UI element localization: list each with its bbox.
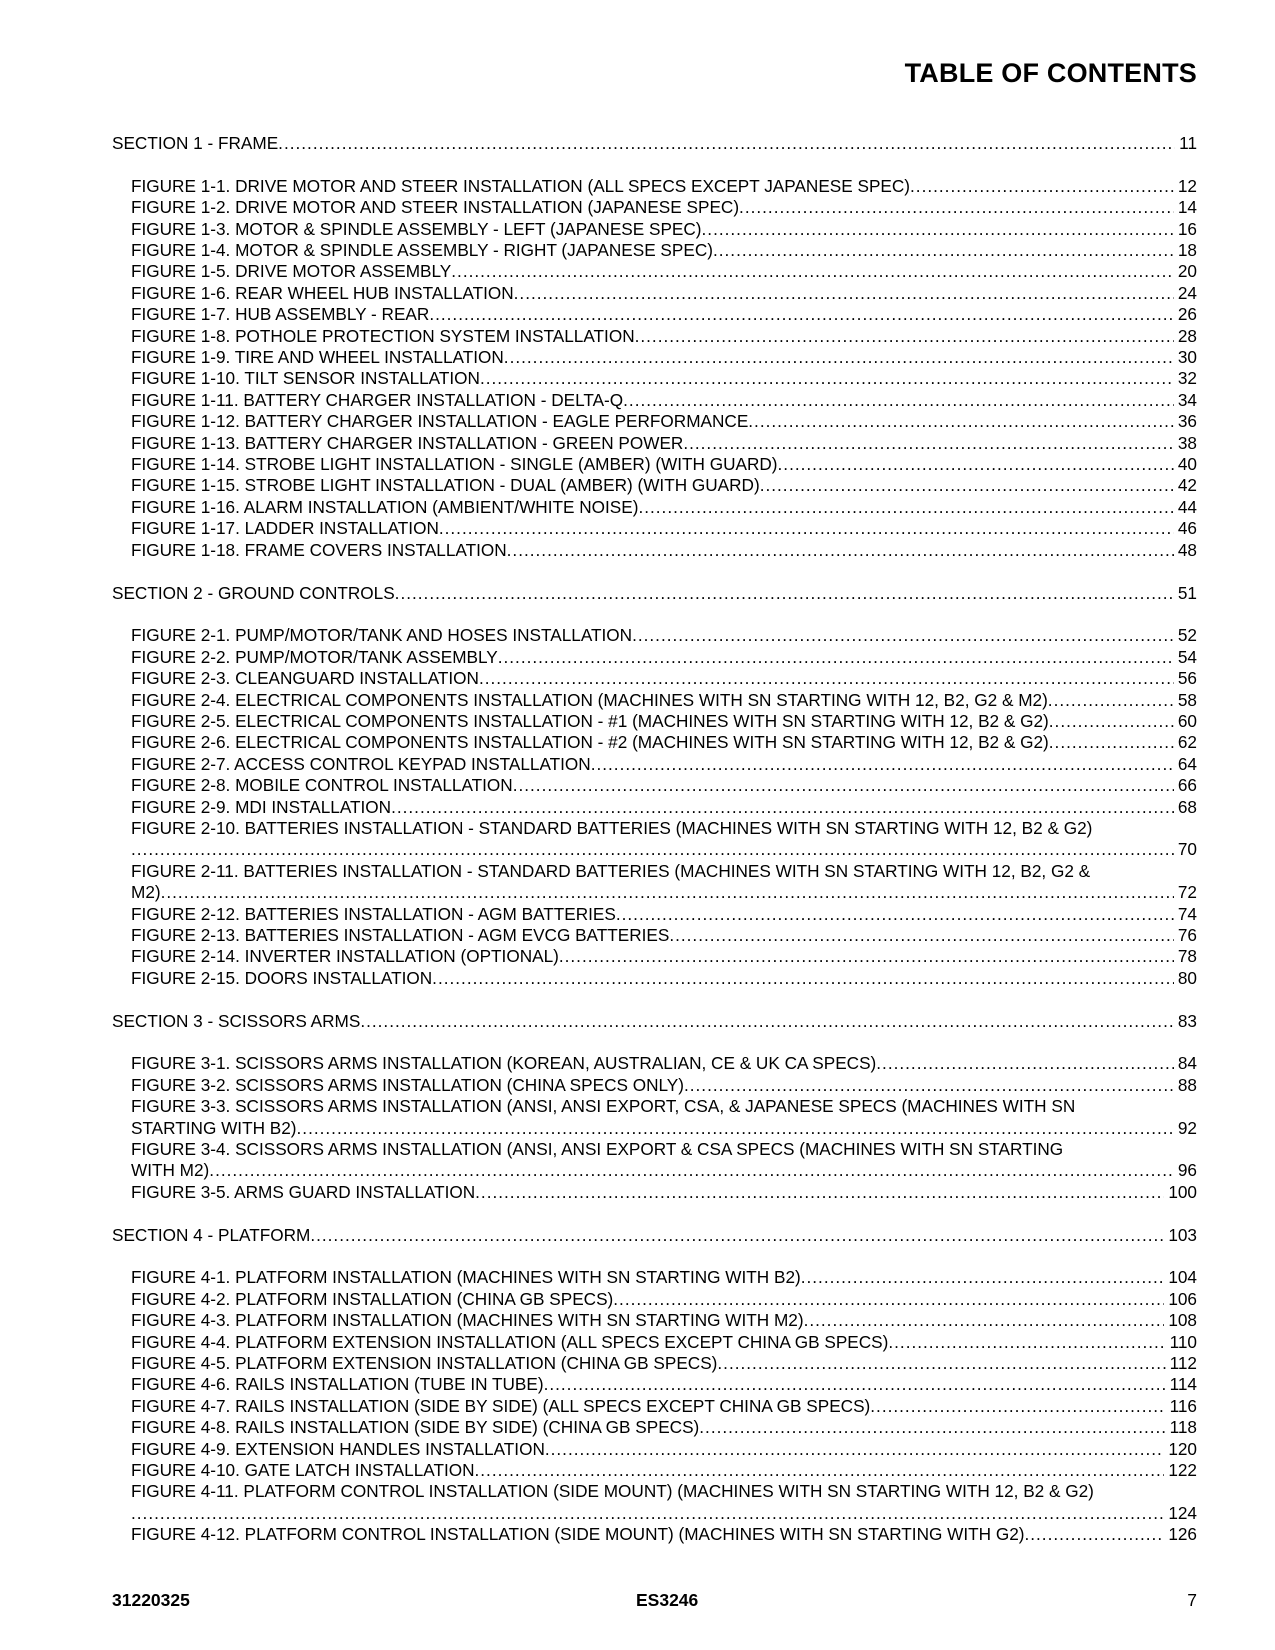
- page-footer: [112, 1590, 1197, 1614]
- toc-figure-entry[interactable]: [112, 454, 1197, 475]
- section-spacer: [112, 1246, 1197, 1267]
- toc-figure-entry[interactable]: [112, 1439, 1197, 1460]
- toc-figure-entry-label: FIGURE 1-12. BATTERY CHARGER INSTALLATION - EAGLE PERFORMANCE: [131, 411, 749, 432]
- toc-figure-entry-page-number: 92: [1177, 1117, 1197, 1138]
- toc-figure-entry[interactable]: [112, 1332, 1197, 1353]
- toc-figure-entry-page-number: 70: [1177, 839, 1197, 860]
- toc-figure-entry-label: FIGURE 4-11. PLATFORM CONTROL INSTALLATION (SIDE MOUNT) (MACHINES WITH SN STARTING WITH 12, B2 & G2): [131, 1481, 1094, 1502]
- toc-figure-entry[interactable]: [112, 1417, 1197, 1438]
- toc-figure-entry-label: FIGURE 2-10. BATTERIES INSTALLATION - STANDARD BATTERIES (MACHINES WITH SN STARTING WITH 12, B2 & G2): [131, 817, 1093, 838]
- toc-section-entry[interactable]: [112, 133, 1197, 154]
- toc-figure-entry-continuation: [131, 1160, 1197, 1181]
- toc-figure-entry-label: FIGURE 2-11. BATTERIES INSTALLATION - STANDARD BATTERIES (MACHINES WITH SN STARTING WITH 12, B2, G2 &: [131, 860, 1091, 881]
- toc-figure-entry-page-number: 46: [1177, 518, 1197, 539]
- toc-figure-entry-page-number: 52: [1177, 625, 1197, 646]
- toc-section-entry-label: SECTION 4 - PLATFORM: [112, 1224, 311, 1245]
- dot-leader: [870, 1396, 1165, 1417]
- toc-figure-entry[interactable]: [112, 1182, 1197, 1203]
- toc-figure-entry[interactable]: [112, 754, 1197, 775]
- dot-leader: [739, 197, 1174, 218]
- dot-leader: [801, 1267, 1165, 1288]
- toc-figure-entry-label-continuation: M2): [131, 882, 161, 903]
- dot-leader: [591, 754, 1174, 775]
- dot-leader: [1049, 711, 1174, 732]
- toc-figure-entry[interactable]: [112, 711, 1197, 732]
- toc-figure-entry-label: FIGURE 2-1. PUMP/MOTOR/TANK AND HOSES INSTALLATION: [131, 625, 633, 646]
- dot-leader: [131, 1503, 1164, 1524]
- dot-leader: [504, 347, 1174, 368]
- toc-figure-entry[interactable]: [112, 1053, 1197, 1074]
- section-spacer: [112, 989, 1197, 1010]
- toc-figure-entry-page-number: 44: [1177, 496, 1197, 517]
- dot-leader: [479, 668, 1174, 689]
- toc-figure-entry-continuation: [131, 839, 1197, 860]
- dot-leader: [513, 775, 1174, 796]
- dot-leader: [451, 261, 1174, 282]
- toc-figure-entry-label: FIGURE 1-2. DRIVE MOTOR AND STEER INSTALLATION (JAPANESE SPEC): [131, 197, 740, 218]
- section-spacer: [112, 604, 1197, 625]
- dot-leader: [475, 1182, 1164, 1203]
- toc-figure-entry-page-number: 84: [1177, 1053, 1197, 1074]
- toc-figure-entry-page-number: 48: [1177, 539, 1197, 560]
- toc-figure-entry[interactable]: [112, 261, 1197, 282]
- toc-figure-entry-page-number: 108: [1168, 1310, 1197, 1331]
- toc-figure-entry[interactable]: [112, 540, 1197, 561]
- dot-leader: [635, 326, 1174, 347]
- toc-figure-entry-label: FIGURE 2-15. DOORS INSTALLATION: [131, 967, 433, 988]
- dot-leader: [310, 1225, 1164, 1246]
- dot-leader: [498, 647, 1174, 668]
- toc-figure-entry-label: FIGURE 1-15. STROBE LIGHT INSTALLATION - DUAL (AMBER) (WITH GUARD): [131, 475, 760, 496]
- toc-figure-entry[interactable]: [112, 433, 1197, 454]
- dot-leader: [1024, 1524, 1164, 1545]
- toc-figure-entry-label: FIGURE 3-5. ARMS GUARD INSTALLATION: [131, 1181, 476, 1202]
- toc-figure-entry[interactable]: [112, 946, 1197, 967]
- dot-leader: [429, 304, 1174, 325]
- toc-section-entry[interactable]: [112, 583, 1197, 604]
- toc-figure-entry-page-number: 40: [1177, 454, 1197, 475]
- toc-figure-entry-continuation: [131, 1118, 1197, 1139]
- toc-figure-entry[interactable]: [112, 904, 1197, 925]
- toc-figure-entry[interactable]: [112, 219, 1197, 240]
- toc-figure-entry[interactable]: [112, 347, 1197, 368]
- toc-figure-entry-label: FIGURE 1-6. REAR WHEEL HUB INSTALLATION: [131, 282, 514, 303]
- toc-figure-entry-label: FIGURE 2-13. BATTERIES INSTALLATION - AGM EVCG BATTERIES: [131, 924, 670, 945]
- toc-section-entry[interactable]: [112, 1225, 1197, 1246]
- toc-section-entry-page-number: 103: [1168, 1224, 1197, 1245]
- toc-figure-entry[interactable]: [112, 1267, 1197, 1288]
- toc-figure-entry-label: FIGURE 3-2. SCISSORS ARMS INSTALLATION (CHINA SPECS ONLY): [131, 1074, 684, 1095]
- dot-leader: [161, 882, 1174, 903]
- toc-figure-entry-label: FIGURE 4-3. PLATFORM INSTALLATION (MACHINES WITH SN STARTING WITH M2): [131, 1310, 804, 1331]
- toc-figure-entry[interactable]: [112, 497, 1197, 518]
- page-title: TABLE OF CONTENTS: [904, 58, 1197, 88]
- toc-figure-entry-label: FIGURE 4-8. RAILS INSTALLATION (SIDE BY SIDE) (CHINA GB SPECS): [131, 1417, 700, 1438]
- dot-leader: [131, 839, 1174, 860]
- toc-figure-entry-page-number: 56: [1177, 668, 1197, 689]
- dot-leader: [545, 1439, 1164, 1460]
- dot-leader: [395, 583, 1174, 604]
- toc-figure-entry-label: FIGURE 4-10. GATE LATCH INSTALLATION: [131, 1460, 475, 1481]
- dot-leader: [507, 540, 1174, 561]
- toc-figure-entry[interactable]: [112, 1374, 1197, 1395]
- toc-figure-entry[interactable]: [112, 1289, 1197, 1310]
- toc-figure-entry-label: FIGURE 3-4. SCISSORS ARMS INSTALLATION (ANSI, ANSI EXPORT & CSA SPECS (MACHINES WITH SN STARTING: [131, 1139, 1064, 1160]
- dot-leader: [760, 475, 1174, 496]
- toc-figure-entry-page-number: 126: [1168, 1524, 1197, 1545]
- toc-figure-entry[interactable]: [112, 818, 1197, 861]
- footer-model: ES3246: [636, 1590, 699, 1610]
- toc-figure-entry-page-number: 38: [1177, 432, 1197, 453]
- toc-figure-entry-page-number: 16: [1177, 218, 1197, 239]
- toc-figure-entry-page-number: 118: [1169, 1417, 1197, 1438]
- toc-figure-entry[interactable]: [112, 390, 1197, 411]
- toc-figure-entry-label: FIGURE 1-3. MOTOR & SPINDLE ASSEMBLY - LEFT (JAPANESE SPEC): [131, 218, 702, 239]
- footer-part-number: 31220325: [112, 1590, 190, 1610]
- dot-leader: [391, 797, 1174, 818]
- toc-figure-entry-page-number: 66: [1177, 775, 1197, 796]
- toc-figure-entry[interactable]: [112, 1139, 1197, 1182]
- toc-figure-entry-label: FIGURE 2-14. INVERTER INSTALLATION (OPTIONAL): [131, 946, 559, 967]
- dot-leader: [623, 390, 1174, 411]
- toc-figure-entry-page-number: 96: [1177, 1160, 1197, 1181]
- toc-figure-entry-label: FIGURE 4-9. EXTENSION HANDLES INSTALLATION: [131, 1438, 545, 1459]
- toc-figure-entry-label: FIGURE 1-5. DRIVE MOTOR ASSEMBLY: [131, 261, 452, 282]
- toc-figure-entry-page-number: 18: [1177, 240, 1197, 261]
- dot-leader: [684, 1075, 1174, 1096]
- toc-list: [112, 133, 1197, 1546]
- dot-leader: [699, 1417, 1165, 1438]
- dot-leader: [559, 946, 1174, 967]
- dot-leader: [297, 1118, 1174, 1139]
- toc-figure-entry[interactable]: [112, 775, 1197, 796]
- toc-figure-entry-page-number: 54: [1177, 646, 1197, 667]
- toc-figure-entry-page-number: 122: [1168, 1460, 1197, 1481]
- toc-figure-entry-page-number: 124: [1168, 1502, 1197, 1523]
- toc-figure-entry-label-continuation: WITH M2): [131, 1160, 210, 1181]
- toc-figure-entry-label: FIGURE 1-7. HUB ASSEMBLY - REAR: [131, 304, 430, 325]
- toc-figure-entry-label: FIGURE 1-8. POTHOLE PROTECTION SYSTEM INSTALLATION: [131, 325, 635, 346]
- toc-figure-entry-page-number: 76: [1177, 924, 1197, 945]
- toc-figure-entry-page-number: 32: [1177, 368, 1197, 389]
- toc-figure-entry-label: FIGURE 1-18. FRAME COVERS INSTALLATION: [131, 539, 507, 560]
- toc-figure-entry-page-number: 36: [1177, 411, 1197, 432]
- dot-leader: [475, 1460, 1165, 1481]
- toc-figure-entry-label: FIGURE 4-2. PLATFORM INSTALLATION (CHINA GB SPECS): [131, 1288, 614, 1309]
- toc-figure-entry-page-number: 68: [1177, 796, 1197, 817]
- section-spacer: [112, 1203, 1197, 1224]
- section-spacer: [112, 561, 1197, 582]
- toc-figure-entry-page-number: 74: [1177, 903, 1197, 924]
- toc-figure-entry[interactable]: [112, 1096, 1197, 1139]
- dot-leader: [669, 925, 1174, 946]
- toc-figure-entry-page-number: 28: [1177, 325, 1197, 346]
- toc-figure-entry-label: FIGURE 2-9. MDI INSTALLATION: [131, 796, 392, 817]
- dot-leader: [278, 133, 1175, 154]
- toc-figure-entry[interactable]: [112, 690, 1197, 711]
- footer-page-number: 7: [1187, 1590, 1197, 1610]
- toc-figure-entry-label: FIGURE 1-1. DRIVE MOTOR AND STEER INSTALLATION (ALL SPECS EXCEPT JAPANESE SPEC): [131, 175, 911, 196]
- toc-figure-entry-page-number: 62: [1177, 732, 1197, 753]
- toc-figure-entry[interactable]: [112, 1460, 1197, 1481]
- toc-section-entry-label: SECTION 1 - FRAME: [112, 133, 279, 153]
- toc-figure-entry-label: FIGURE 4-12. PLATFORM CONTROL INSTALLATION (SIDE MOUNT) (MACHINES WITH SN STARTING WITH G2): [131, 1524, 1025, 1545]
- toc-figure-entry-page-number: 64: [1177, 753, 1197, 774]
- toc-figure-entry-page-number: 12: [1177, 175, 1197, 196]
- toc-figure-entry[interactable]: [112, 304, 1197, 325]
- dot-leader: [432, 968, 1174, 989]
- dot-leader: [888, 1332, 1165, 1353]
- toc-figure-entry[interactable]: [112, 625, 1197, 646]
- toc-figure-entry-label: FIGURE 2-6. ELECTRICAL COMPONENTS INSTALLATION - #2 (MACHINES WITH SN STARTING WITH 12, B2 & G2): [131, 732, 1049, 753]
- toc-figure-entry[interactable]: [112, 518, 1197, 539]
- toc-figure-entry[interactable]: [112, 1310, 1197, 1331]
- toc-figure-entry-label: FIGURE 4-1. PLATFORM INSTALLATION (MACHINES WITH SN STARTING WITH B2): [131, 1267, 801, 1288]
- dot-leader: [910, 176, 1174, 197]
- toc-figure-entry[interactable]: [112, 197, 1197, 218]
- toc-figure-entry[interactable]: [112, 240, 1197, 261]
- toc-figure-entry-label: FIGURE 1-16. ALARM INSTALLATION (AMBIENT/WHITE NOISE): [131, 496, 639, 517]
- toc-figure-entry-page-number: 116: [1169, 1395, 1197, 1416]
- dot-leader: [702, 219, 1174, 240]
- toc-figure-entry-page-number: 72: [1177, 882, 1197, 903]
- toc-figure-entry-page-number: 110: [1169, 1331, 1197, 1352]
- dot-leader: [638, 497, 1173, 518]
- toc-figure-entry-label: FIGURE 4-6. RAILS INSTALLATION (TUBE IN TUBE): [131, 1374, 544, 1395]
- toc-figure-entry-label: FIGURE 3-3. SCISSORS ARMS INSTALLATION (ANSI, ANSI EXPORT, CSA, & JAPANESE SPECS (MACHINES WITH SN: [131, 1096, 1076, 1117]
- toc-figure-entry-page-number: 114: [1169, 1374, 1197, 1395]
- toc-figure-entry[interactable]: [112, 861, 1197, 904]
- toc-figure-entry[interactable]: [112, 326, 1197, 347]
- toc-figure-entry[interactable]: [112, 1524, 1197, 1545]
- toc-figure-entry-label: FIGURE 1-11. BATTERY CHARGER INSTALLATION - DELTA-Q: [131, 389, 624, 410]
- dot-leader: [683, 433, 1174, 454]
- toc-figure-entry-page-number: 14: [1177, 197, 1197, 218]
- toc-section-entry-label: SECTION 3 - SCISSORS ARMS: [112, 1010, 361, 1031]
- toc-figure-entry[interactable]: [112, 176, 1197, 197]
- toc-figure-entry-label: FIGURE 4-4. PLATFORM EXTENSION INSTALLATION (ALL SPECS EXCEPT CHINA GB SPECS): [131, 1331, 889, 1352]
- toc-figure-entry[interactable]: [112, 1353, 1197, 1374]
- toc-figure-entry-page-number: 58: [1177, 689, 1197, 710]
- toc-figure-entry-label: FIGURE 3-1. SCISSORS ARMS INSTALLATION (KOREAN, AUSTRALIAN, CE & UK CA SPECS): [131, 1053, 877, 1074]
- toc-figure-entry-page-number: 112: [1169, 1353, 1197, 1374]
- toc-figure-entry-label: FIGURE 2-8. MOBILE CONTROL INSTALLATION: [131, 775, 513, 796]
- toc-figure-entry[interactable]: [112, 732, 1197, 753]
- dot-leader: [713, 240, 1174, 261]
- toc-figure-entry-page-number: 42: [1177, 475, 1197, 496]
- toc-figure-entry[interactable]: [112, 411, 1197, 432]
- toc-figure-entry[interactable]: [112, 968, 1197, 989]
- toc-figure-entry-label: FIGURE 2-3. CLEANGUARD INSTALLATION: [131, 668, 479, 689]
- toc-figure-entry[interactable]: [112, 475, 1197, 496]
- toc-figure-entry-label: FIGURE 1-14. STROBE LIGHT INSTALLATION - SINGLE (AMBER) (WITH GUARD): [131, 454, 778, 475]
- toc-figure-entry[interactable]: [112, 1075, 1197, 1096]
- toc-figure-entry[interactable]: [112, 368, 1197, 389]
- toc-figure-entry-page-number: 100: [1168, 1181, 1197, 1202]
- toc-figure-entry-label: FIGURE 1-17. LADDER INSTALLATION: [131, 518, 439, 539]
- toc-figure-entry-page-number: 104: [1168, 1267, 1197, 1288]
- toc-section-entry-page-number: 51: [1177, 582, 1197, 603]
- dot-leader: [778, 454, 1174, 475]
- toc-figure-entry-page-number: 78: [1177, 946, 1197, 967]
- toc-figure-entry-page-number: 106: [1168, 1288, 1197, 1309]
- toc-figure-entry-page-number: 34: [1177, 389, 1197, 410]
- toc-figure-entry-label: FIGURE 4-5. PLATFORM EXTENSION INSTALLATION (CHINA GB SPECS): [131, 1353, 718, 1374]
- toc-figure-entry-page-number: 88: [1177, 1074, 1197, 1095]
- toc-section-entry[interactable]: [112, 1011, 1197, 1032]
- dot-leader: [616, 904, 1174, 925]
- section-spacer: [112, 154, 1197, 175]
- dot-leader: [514, 283, 1174, 304]
- toc-figure-entry[interactable]: [112, 1481, 1197, 1524]
- toc-figure-entry-label: FIGURE 1-10. TILT SENSOR INSTALLATION: [131, 368, 480, 389]
- toc-figure-entry[interactable]: [112, 647, 1197, 668]
- toc-figure-entry-label: FIGURE 2-12. BATTERIES INSTALLATION - AGM BATTERIES: [131, 903, 616, 924]
- toc-figure-entry-page-number: 26: [1177, 304, 1197, 325]
- toc-figure-entry-page-number: 120: [1168, 1438, 1197, 1459]
- toc-section-entry-page-number: 11: [1179, 133, 1197, 153]
- dot-leader: [876, 1053, 1174, 1074]
- dot-leader: [748, 411, 1174, 432]
- toc-figure-entry-page-number: 80: [1177, 967, 1197, 988]
- dot-leader: [360, 1011, 1174, 1032]
- toc-figure-entry-continuation: [131, 1503, 1197, 1524]
- toc-figure-entry-label: FIGURE 4-7. RAILS INSTALLATION (SIDE BY SIDE) (ALL SPECS EXCEPT CHINA GB SPECS): [131, 1395, 871, 1416]
- dot-leader: [439, 518, 1174, 539]
- dot-leader: [1049, 732, 1174, 753]
- toc-section-entry-page-number: 83: [1177, 1010, 1197, 1031]
- dot-leader: [804, 1310, 1165, 1331]
- dot-leader: [480, 368, 1174, 389]
- toc-figure-entry[interactable]: [112, 283, 1197, 304]
- toc-figure-entry-page-number: 30: [1177, 347, 1197, 368]
- dot-leader: [717, 1353, 1165, 1374]
- toc-figure-entry-page-number: 24: [1177, 282, 1197, 303]
- dot-leader: [613, 1289, 1164, 1310]
- toc-figure-entry[interactable]: [112, 668, 1197, 689]
- toc-figure-entry-page-number: 60: [1177, 710, 1197, 731]
- toc-figure-entry-label: FIGURE 1-13. BATTERY CHARGER INSTALLATION - GREEN POWER: [131, 432, 684, 453]
- dot-leader: [209, 1160, 1174, 1181]
- dot-leader: [544, 1374, 1166, 1395]
- toc-figure-entry[interactable]: [112, 925, 1197, 946]
- toc-figure-entry-label: FIGURE 1-4. MOTOR & SPINDLE ASSEMBLY - RIGHT (JAPANESE SPEC): [131, 240, 713, 261]
- toc-figure-entry-label: FIGURE 2-4. ELECTRICAL COMPONENTS INSTALLATION (MACHINES WITH SN STARTING WITH 12, B2, G2 & M2): [131, 689, 1048, 710]
- dot-leader: [1048, 690, 1174, 711]
- toc-figure-entry[interactable]: [112, 1396, 1197, 1417]
- toc-figure-entry[interactable]: [112, 797, 1197, 818]
- toc-figure-entry-label: FIGURE 2-7. ACCESS CONTROL KEYPAD INSTALLATION: [131, 753, 591, 774]
- toc-figure-entry-page-number: 20: [1177, 261, 1197, 282]
- toc-figure-entry-label-continuation: STARTING WITH B2): [131, 1117, 297, 1138]
- toc-figure-entry-continuation: [131, 882, 1197, 903]
- toc-section-entry-label: SECTION 2 - GROUND CONTROLS: [112, 582, 395, 603]
- toc-figure-entry-label: FIGURE 2-2. PUMP/MOTOR/TANK ASSEMBLY: [131, 646, 498, 667]
- toc-figure-entry-label: FIGURE 2-5. ELECTRICAL COMPONENTS INSTALLATION - #1 (MACHINES WITH SN STARTING WITH 12, B2 & G2): [131, 710, 1049, 731]
- section-spacer: [112, 1032, 1197, 1053]
- dot-leader: [632, 625, 1174, 646]
- toc-figure-entry-label: FIGURE 1-9. TIRE AND WHEEL INSTALLATION: [131, 347, 504, 368]
